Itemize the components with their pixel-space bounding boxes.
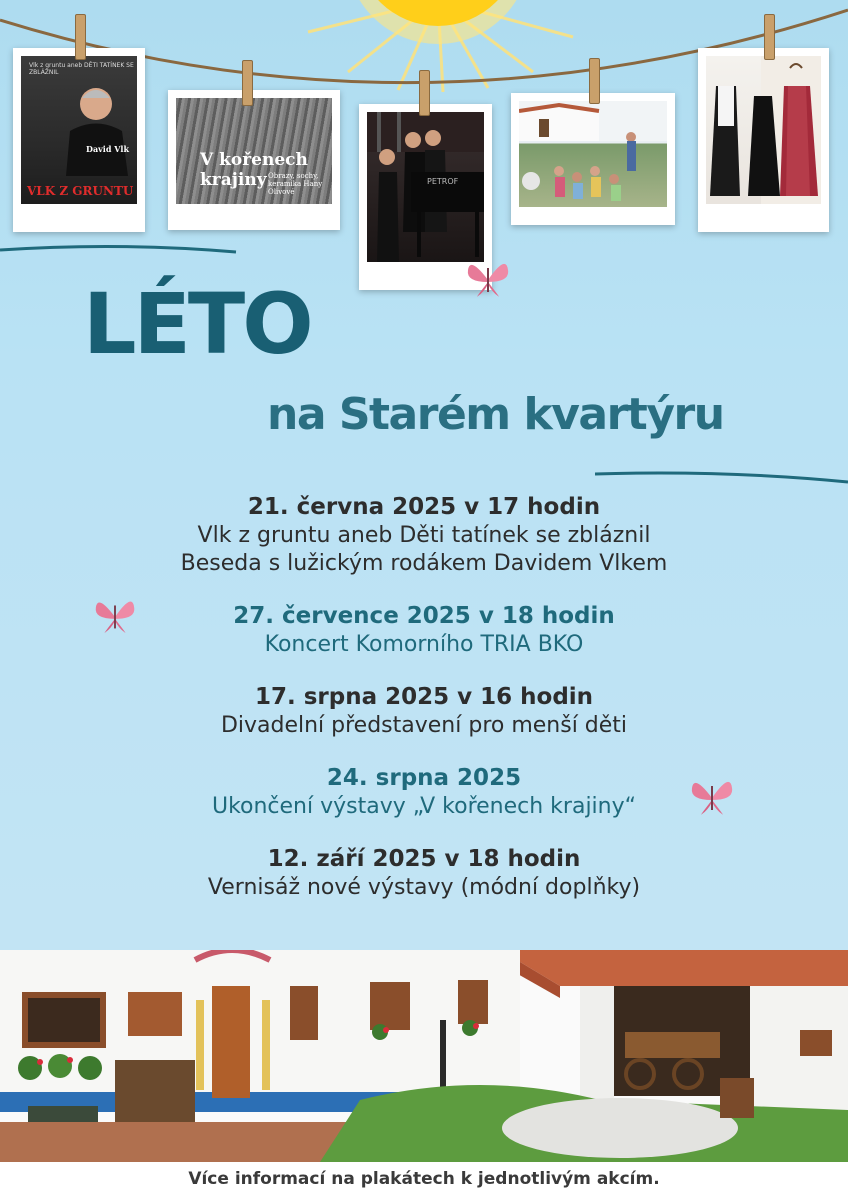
dresses-display [706,56,821,204]
butterfly-icon [464,256,512,302]
event-description: Beseda s lužickým rodákem Davidem Vlkem [180,551,668,576]
page-title: LÉTO [83,275,311,373]
photo-childrens-theatre [511,93,675,225]
footer-note: Více informací na plakátech k jednotlivým akcím. [0,1162,848,1200]
photo-caption-line2: krajiny [200,170,267,190]
person-silhouette [56,76,136,176]
page-subtitle: na Starém kvartýru [267,389,724,440]
event-date: 24. srpna 2025 [326,765,522,791]
photo-vlk-z-gruntu [13,48,145,232]
event-date: 12. září 2025 v 18 hodin [267,846,581,872]
event-date: 17. srpna 2025 v 16 hodin [254,684,594,710]
clothespin-icon [764,14,775,60]
photo-image [706,56,821,204]
event-description: Vernisáž nové výstavy (módní doplňky) [207,875,641,900]
photo-v-korenech-krajiny [168,90,340,230]
photo-name: David Vlk [86,144,129,154]
courtyard-photo [0,950,848,1162]
event-description: Ukončení výstavy „V kořenech krajiny“ [211,794,637,819]
clothespin-icon [242,60,253,106]
clothespin-icon [75,14,86,60]
event-list [0,493,848,926]
butterfly-icon [90,594,140,638]
event-date: 27. července 2025 v 18 hodin [233,603,615,629]
photo-image [519,101,667,207]
event-description: Koncert Komorního TRIA BKO [264,632,584,657]
decorative-swoosh [595,468,848,488]
event-item [0,493,848,578]
photo-caption: PETROF [427,177,459,186]
decorative-swoosh [0,242,240,258]
clothespin-icon [589,58,600,104]
photo-caption-small: Obrazy, sochy, keramika Hany Olivové [268,172,323,196]
musicians-silhouette [367,112,484,262]
event-date: 21. června 2025 v 17 hodin [247,494,601,520]
butterfly-icon [688,774,736,820]
courtyard-crowd [519,101,667,207]
clothespin-icon [419,70,430,116]
photo-caption-line1: V kořenech [200,150,308,170]
photo-header-text: Vlk z gruntu aneb DĚTI TATÍNEK SE ZBLÁZNIL [29,62,134,76]
event-description: Vlk z gruntu aneb Děti tatínek se zbláznil [197,523,651,548]
photo-caption: VLK Z GRUNTU [27,184,134,198]
photo-fashion-dresses [698,48,829,232]
event-item [0,845,848,902]
event-description: Divadelní představení pro menší děti [220,713,628,738]
photo-image [21,56,137,204]
event-item [0,683,848,740]
photo-image [176,98,332,204]
photo-image [367,112,484,262]
